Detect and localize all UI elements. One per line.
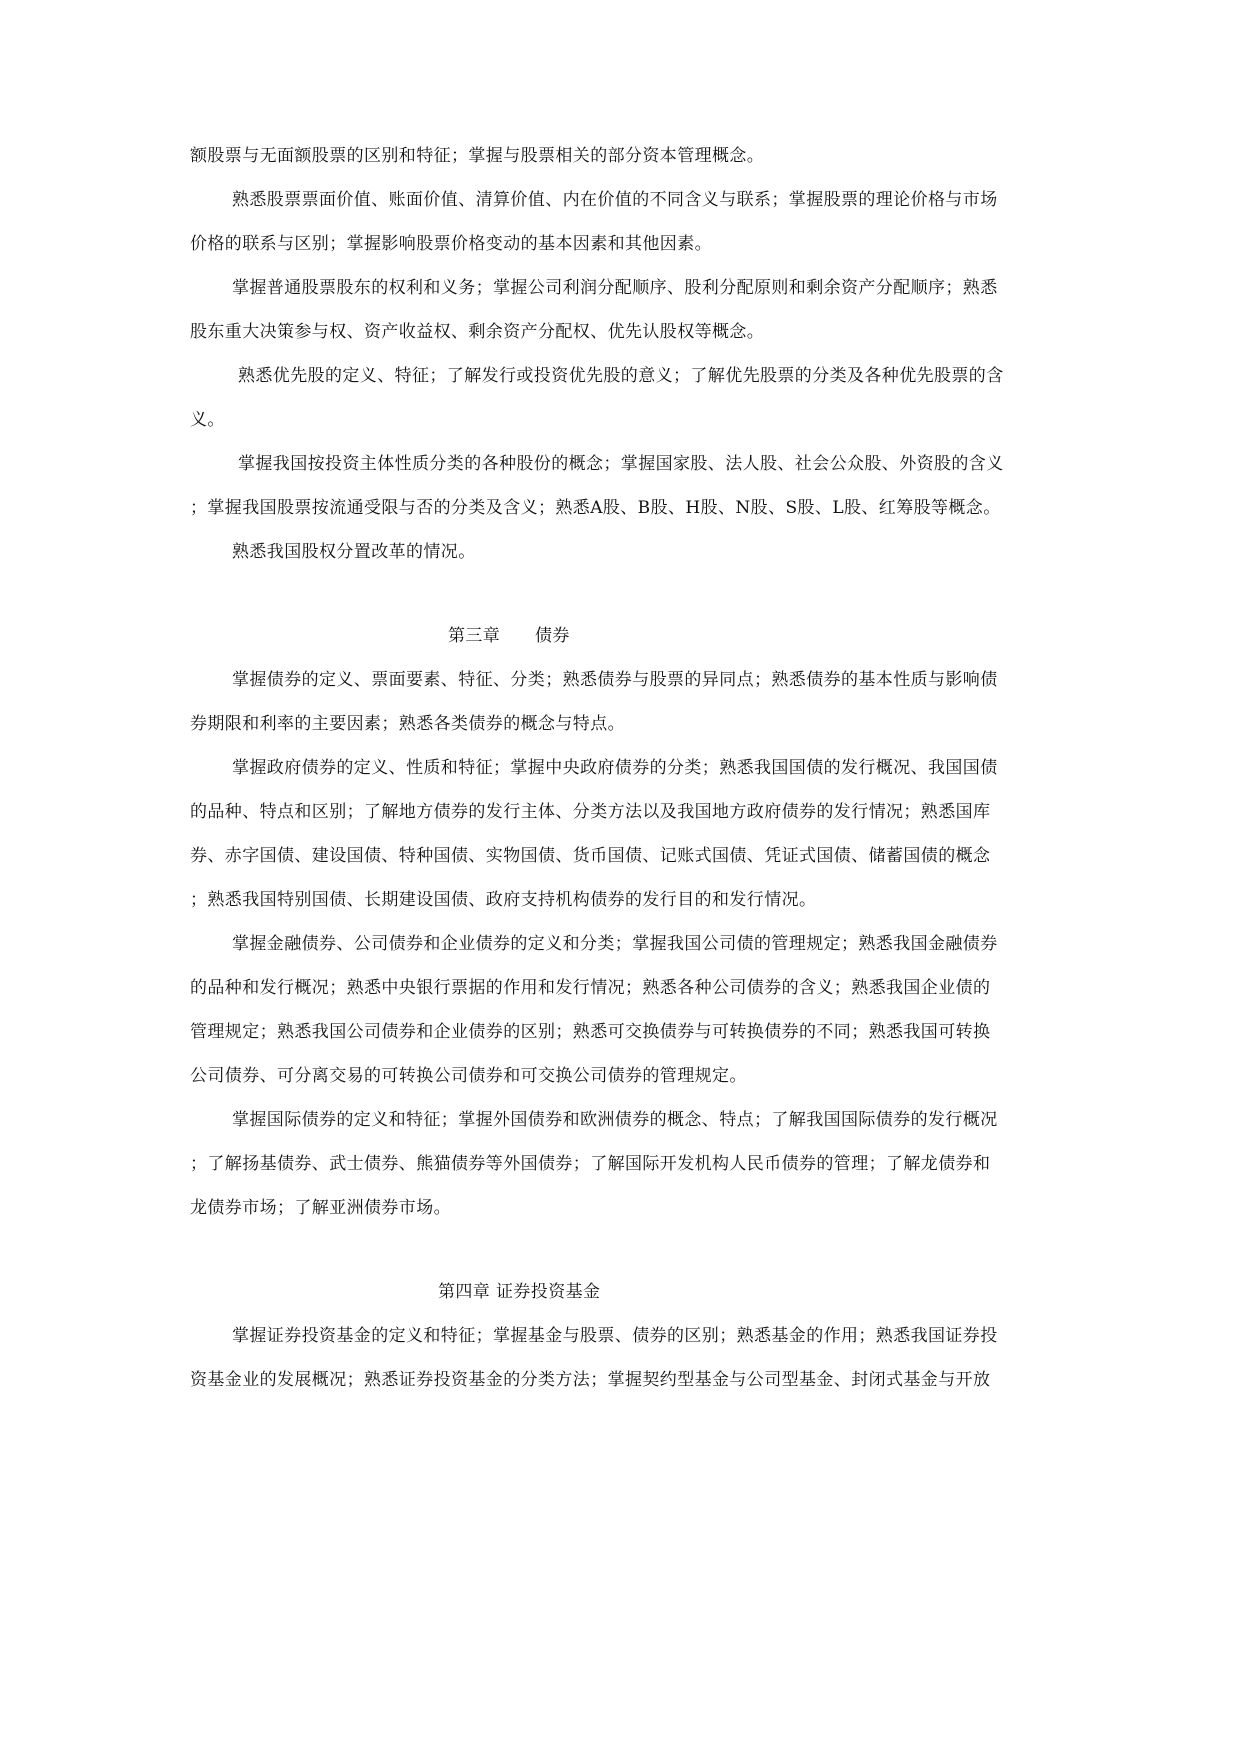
paragraph-line: 的品种、特点和区别；了解地方债券的发行主体、分类方法以及我国地方政府债券的发行情况；熟悉国库 xyxy=(190,802,991,822)
paragraph-line: 券期限和利率的主要因素；熟悉各类债券的概念与特点。 xyxy=(190,714,625,734)
chapter-heading: 第四章 证券投资基金 xyxy=(438,1282,601,1302)
paragraph-line: 掌握普通股票股东的权利和义务；掌握公司利润分配顺序、股利分配原则和剩余资产分配顺序；熟悉 xyxy=(232,278,998,298)
paragraph-line: 资基金业的发展概况；熟悉证券投资基金的分类方法；掌握契约型基金与公司型基金、封闭式基金与开放 xyxy=(190,1370,991,1390)
paragraph-line: ；了解扬基债券、武士债券、熊猫债券等外国债券；了解国际开发机构人民币债券的管理；了解龙债券和 xyxy=(190,1154,991,1174)
paragraph-line: 掌握债券的定义、票面要素、特征、分类；熟悉债券与股票的异同点；熟悉债券的基本性质与影响债 xyxy=(232,670,998,690)
paragraph-line: 熟悉股票票面价值、账面价值、清算价值、内在价值的不同含义与联系；掌握股票的理论价格与市场 xyxy=(232,190,998,210)
paragraph-line: 掌握政府债券的定义、性质和特征；掌握中央政府债券的分类；熟悉我国国债的发行概况、我国国债 xyxy=(232,758,998,778)
paragraph-line: 掌握我国按投资主体性质分类的各种股份的概念；掌握国家股、法人股、社会公众股、外资股的含义 xyxy=(238,454,1004,474)
paragraph-line: 龙债券市场；了解亚洲债券市场。 xyxy=(190,1198,451,1218)
paragraph-line: ；掌握我国股票按流通受限与否的分类及含义；熟悉A股、B股、H股、N股、S股、L股、红筹股等概念。 xyxy=(190,498,1001,518)
paragraph-line: 义。 xyxy=(190,410,225,430)
paragraph-line: 股东重大决策参与权、资产收益权、剩余资产分配权、优先认股权等概念。 xyxy=(190,322,765,342)
paragraph-line: 掌握国际债券的定义和特征；掌握外国债券和欧洲债券的概念、特点；了解我国国际债券的发行概况 xyxy=(232,1110,998,1130)
paragraph-line: 价格的联系与区别；掌握影响股票价格变动的基本因素和其他因素。 xyxy=(190,234,712,254)
paragraph-line: 额股票与无面额股票的区别和特征；掌握与股票相关的部分资本管理概念。 xyxy=(190,146,765,166)
paragraph-line: 公司债券、可分离交易的可转换公司债券和可交换公司债券的管理规定。 xyxy=(190,1066,747,1086)
paragraph-line: 券、赤字国债、建设国债、特种国债、实物国债、货币国债、记账式国债、凭证式国债、储蓄国债的概念 xyxy=(190,846,991,866)
paragraph-line: 的品种和发行概况；熟悉中央银行票据的作用和发行情况；熟悉各种公司债券的含义；熟悉我国企业债的 xyxy=(190,978,991,998)
chapter-heading: 第三章 债券 xyxy=(448,626,570,646)
paragraph-line: ；熟悉我国特别国债、长期建设国债、政府支持机构债券的发行目的和发行情况。 xyxy=(190,890,817,910)
paragraph-line: 管理规定；熟悉我国公司债券和企业债券的区别；熟悉可交换债券与可转换债券的不同；熟悉我国可转换 xyxy=(190,1022,991,1042)
paragraph-line: 掌握金融债券、公司债券和企业债券的定义和分类；掌握我国公司债的管理规定；熟悉我国金融债券 xyxy=(232,934,998,954)
paragraph-line: 熟悉我国股权分置改革的情况。 xyxy=(232,542,476,562)
paragraph-line: 掌握证券投资基金的定义和特征；掌握基金与股票、债券的区别；熟悉基金的作用；熟悉我国证券投 xyxy=(232,1326,998,1346)
paragraph-line: 熟悉优先股的定义、特征；了解发行或投资优先股的意义；了解优先股票的分类及各种优先股票的含 xyxy=(238,366,1004,386)
